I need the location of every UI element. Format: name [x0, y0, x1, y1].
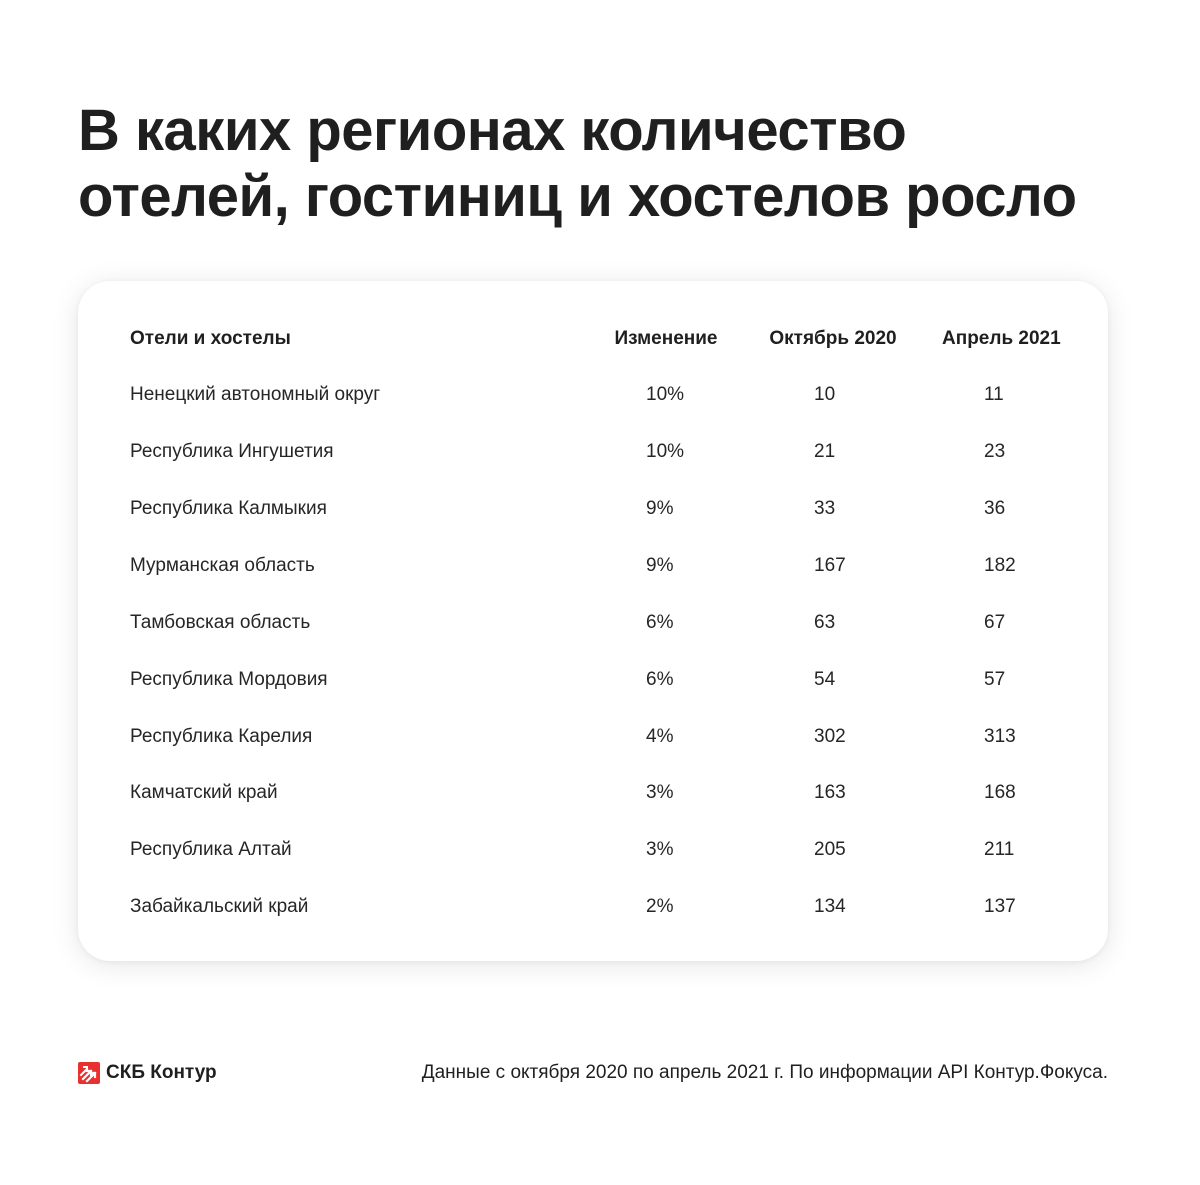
october-value: 63	[814, 612, 836, 633]
region-name: Республика Ингушетия	[130, 441, 334, 462]
title-line-2: отелей, гостиниц и хостелов росло	[78, 164, 1077, 229]
change-value: 10%	[646, 441, 685, 462]
region-name: Мурманская область	[130, 555, 315, 576]
october-value: 302	[814, 726, 846, 747]
table-row	[78, 608, 1108, 638]
region-name: Республика Алтай	[130, 839, 292, 860]
table-row	[78, 722, 1108, 752]
april-value: 137	[984, 896, 1016, 917]
april-value: 57	[984, 669, 1006, 690]
change-value: 6%	[646, 612, 674, 633]
table-row	[78, 551, 1108, 581]
brand-name: СКБ Контур	[106, 1062, 217, 1083]
october-value: 163	[814, 782, 846, 803]
page-title	[78, 98, 1138, 230]
skb-kontur-logo-icon	[78, 1062, 100, 1084]
change-value: 4%	[646, 726, 674, 747]
region-name: Тамбовская область	[130, 612, 311, 633]
title-line-1: В каких регионах количество	[78, 98, 907, 163]
october-value: 54	[814, 669, 836, 690]
table-header-row	[78, 324, 1108, 354]
october-value: 167	[814, 555, 846, 576]
header-change: Изменение	[614, 328, 718, 349]
brand-logo	[78, 1060, 217, 1086]
april-value: 11	[984, 384, 1004, 405]
change-value: 3%	[646, 839, 674, 860]
april-value: 36	[984, 498, 1006, 519]
table-row	[78, 835, 1108, 865]
change-value: 10%	[646, 384, 685, 405]
table-row	[78, 892, 1108, 922]
header-april-2021: Апрель 2021	[942, 328, 1061, 349]
region-name: Забайкальский край	[130, 896, 309, 917]
change-value: 6%	[646, 669, 674, 690]
region-name: Республика Калмыкия	[130, 498, 327, 519]
table-row	[78, 778, 1108, 808]
october-value: 205	[814, 839, 846, 860]
region-name: Камчатский край	[130, 782, 278, 803]
region-name: Республика Мордовия	[130, 669, 328, 690]
table-row	[78, 380, 1108, 410]
april-value: 67	[984, 612, 1006, 633]
october-value: 10	[814, 384, 836, 405]
change-value: 9%	[646, 555, 674, 576]
april-value: 23	[984, 441, 1006, 462]
april-value: 168	[984, 782, 1016, 803]
data-table-card	[78, 281, 1108, 961]
april-value: 211	[984, 839, 1015, 860]
header-october-2020: Октябрь 2020	[769, 328, 897, 349]
header-region: Отели и хостелы	[130, 328, 291, 349]
april-value: 182	[984, 555, 1016, 576]
region-name: Ненецкий автономный округ	[130, 384, 381, 405]
october-value: 21	[814, 441, 836, 462]
change-value: 9%	[646, 498, 674, 519]
table-row	[78, 437, 1108, 467]
change-value: 3%	[646, 782, 674, 803]
change-value: 2%	[646, 896, 674, 917]
april-value: 313	[984, 726, 1016, 747]
table-row	[78, 494, 1108, 524]
source-note: Данные с октября 2020 по апрель 2021 г. По информации API Контур.Фокуса.	[421, 1062, 1108, 1083]
october-value: 134	[814, 896, 846, 917]
region-name: Республика Карелия	[130, 726, 313, 747]
table-row	[78, 665, 1108, 695]
october-value: 33	[814, 498, 836, 519]
